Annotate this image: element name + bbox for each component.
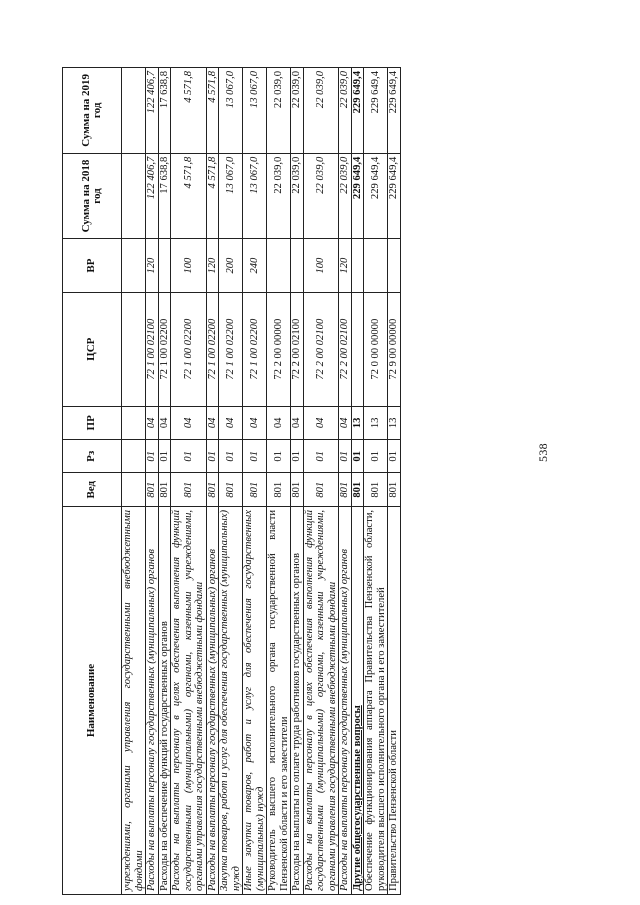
- cell-vr: [388, 239, 401, 293]
- cell-csr: 72 2 00 00000: [267, 292, 291, 406]
- header-pr: ПР: [63, 406, 122, 439]
- cell-sum-2018: [122, 153, 146, 239]
- table-row: [158, 68, 171, 895]
- cell-rz: 01: [339, 440, 352, 473]
- cell-vr: 120: [206, 239, 219, 293]
- cell-vr: [267, 239, 291, 293]
- page-number: 538: [536, 443, 550, 462]
- cell-sum-2019: 22 039,0: [291, 68, 304, 154]
- cell-pr: 04: [303, 406, 339, 439]
- cell-sum-2019: 22 039,0: [267, 68, 291, 154]
- cell-sum-2018: 229 649,4: [351, 153, 364, 239]
- cell-ved: 801: [351, 473, 364, 506]
- cell-pr: 04: [339, 406, 352, 439]
- cell-csr: 72 1 00 02200: [219, 292, 243, 406]
- cell-vr: 100: [171, 239, 207, 293]
- cell-name: Расходы на выплаты персоналу в целях обеспечения выполнения функций государственными (муниципальными) органами, казенными учреждениями, органами управления государственными внебюджетными фондами: [171, 506, 207, 894]
- header-ved: Вед: [63, 473, 122, 506]
- cell-sum-2018: 13 067,0: [243, 153, 267, 239]
- cell-sum-2018: 4 571,8: [206, 153, 219, 239]
- cell-rz: 01: [171, 440, 207, 473]
- cell-pr: 04: [219, 406, 243, 439]
- cell-sum-2018: 22 039,0: [339, 153, 352, 239]
- header-csr: ЦСР: [63, 292, 122, 406]
- cell-vr: [364, 239, 388, 293]
- cell-pr: 04: [158, 406, 171, 439]
- table-body: [122, 68, 401, 895]
- header-sum-2018: Сумма на 2018 год: [63, 153, 122, 239]
- cell-csr: [351, 292, 364, 406]
- cell-sum-2019: 22 039,0: [303, 68, 339, 154]
- cell-csr: 72 2 00 02100: [303, 292, 339, 406]
- cell-csr: 72 1 00 02200: [243, 292, 267, 406]
- cell-csr: 72 0 00 00000: [364, 292, 388, 406]
- table-row: [339, 68, 352, 895]
- table-row: [291, 68, 304, 895]
- cell-pr: [122, 406, 146, 439]
- cell-csr: 72 1 00 02200: [158, 292, 171, 406]
- cell-ved: 801: [206, 473, 219, 506]
- cell-pr: 13: [388, 406, 401, 439]
- cell-vr: 200: [219, 239, 243, 293]
- table-row: [122, 68, 146, 895]
- cell-sum-2019: 229 649,4: [364, 68, 388, 154]
- cell-sum-2019: 4 571,8: [206, 68, 219, 154]
- cell-vr: 240: [243, 239, 267, 293]
- header-name: Наименование: [63, 506, 122, 894]
- table-row: [351, 68, 364, 895]
- table-row: [267, 68, 291, 895]
- cell-rz: 01: [158, 440, 171, 473]
- cell-sum-2019: 229 649,4: [351, 68, 364, 154]
- table-row: [364, 68, 388, 895]
- cell-sum-2019: 17 638,8: [158, 68, 171, 154]
- cell-vr: [351, 239, 364, 293]
- cell-csr: 72 1 00 02200: [171, 292, 207, 406]
- cell-vr: 120: [339, 239, 352, 293]
- cell-sum-2019: 13 067,0: [243, 68, 267, 154]
- budget-table: [62, 67, 401, 895]
- cell-sum-2018: 4 571,8: [171, 153, 207, 239]
- cell-vr: [158, 239, 171, 293]
- cell-rz: 01: [388, 440, 401, 473]
- cell-ved: 801: [303, 473, 339, 506]
- cell-name: Закупка товаров, работ и услуг для обеспечения государственных (муниципальных) нужд: [219, 506, 243, 894]
- cell-pr: 13: [351, 406, 364, 439]
- cell-rz: 01: [243, 440, 267, 473]
- cell-name: Расходы на обеспечение функций государственных органов: [158, 506, 171, 894]
- cell-csr: 72 1 00 02100: [146, 292, 159, 406]
- cell-ved: 801: [267, 473, 291, 506]
- cell-name: Руководитель высшего исполнительного органа государственной власти Пензенской области и его заместители: [267, 506, 291, 894]
- table-row: [388, 68, 401, 895]
- cell-ved: [122, 473, 146, 506]
- cell-pr: 04: [291, 406, 304, 439]
- cell-sum-2019: 229 649,4: [388, 68, 401, 154]
- cell-ved: 801: [291, 473, 304, 506]
- cell-vr: [122, 239, 146, 293]
- cell-name: Другие общегосударственные вопросы: [351, 506, 364, 894]
- cell-sum-2018: 13 067,0: [219, 153, 243, 239]
- table-row: [219, 68, 243, 895]
- cell-pr: 04: [171, 406, 207, 439]
- cell-sum-2018: 229 649,4: [364, 153, 388, 239]
- table-row: [146, 68, 159, 895]
- cell-sum-2018: 17 638,8: [158, 153, 171, 239]
- header-sum-2019: Сумма на 2019 год: [63, 68, 122, 154]
- cell-sum-2018: 22 039,0: [267, 153, 291, 239]
- cell-sum-2019: 13 067,0: [219, 68, 243, 154]
- cell-ved: 801: [364, 473, 388, 506]
- cell-name: Расходы на выплаты персоналу государственных (муниципальных) органов: [206, 506, 219, 894]
- cell-sum-2018: 22 039,0: [303, 153, 339, 239]
- cell-vr: 120: [146, 239, 159, 293]
- cell-csr: [122, 292, 146, 406]
- table-row: [243, 68, 267, 895]
- header-rz: Рз: [63, 440, 122, 473]
- cell-pr: 04: [146, 406, 159, 439]
- cell-ved: 801: [146, 473, 159, 506]
- cell-vr: [291, 239, 304, 293]
- cell-pr: 13: [364, 406, 388, 439]
- cell-csr: 72 9 00 00000: [388, 292, 401, 406]
- cell-pr: 04: [243, 406, 267, 439]
- cell-name: Расходы на выплаты персоналу государственных (муниципальных) органов: [146, 506, 159, 894]
- table-row: [206, 68, 219, 895]
- cell-sum-2019: 4 571,8: [171, 68, 207, 154]
- cell-sum-2019: 122 406,7: [146, 68, 159, 154]
- cell-ved: 801: [243, 473, 267, 506]
- cell-rz: 01: [146, 440, 159, 473]
- cell-ved: 801: [219, 473, 243, 506]
- table-row: [303, 68, 339, 895]
- cell-ved: 801: [388, 473, 401, 506]
- cell-rz: 01: [291, 440, 304, 473]
- header-vr: ВР: [63, 239, 122, 293]
- cell-csr: 72 1 00 02200: [206, 292, 219, 406]
- cell-ved: 801: [339, 473, 352, 506]
- table-header-row: [63, 68, 122, 895]
- cell-rz: 01: [219, 440, 243, 473]
- cell-vr: 100: [303, 239, 339, 293]
- table-row: [171, 68, 207, 895]
- cell-name: Правительство Пензенской области: [388, 506, 401, 894]
- cell-name: Обеспечение функционирования аппарата Правительства Пензенской области, руководителя высшего исполнительного органа и его заместителей: [364, 506, 388, 894]
- cell-rz: 01: [303, 440, 339, 473]
- cell-sum-2018: 22 039,0: [291, 153, 304, 239]
- cell-name: Расходы на выплаты по оплате труда работников государственных органов: [291, 506, 304, 894]
- cell-pr: 04: [206, 406, 219, 439]
- cell-name: Иные закупки товаров, работ и услуг для обеспечения государственных (муниципальных) нужд: [243, 506, 267, 894]
- cell-sum-2019: [122, 68, 146, 154]
- cell-name: Расходы на выплаты персоналу государственных (муниципальных) органов: [339, 506, 352, 894]
- cell-pr: 04: [267, 406, 291, 439]
- cell-sum-2018: 229 649,4: [388, 153, 401, 239]
- cell-rz: 01: [267, 440, 291, 473]
- cell-sum-2018: 122 406,7: [146, 153, 159, 239]
- cell-name: учреждениями, органами управления государственными внебюджетными фондами: [122, 506, 146, 894]
- cell-name: Расходы на выплаты персоналу в целях обеспечения выполнения функций государственными (муниципальными) органами, казенными учреждениями, органами управления государственными внебюджетными фондами: [303, 506, 339, 894]
- cell-rz: 01: [206, 440, 219, 473]
- cell-csr: 72 2 00 02100: [291, 292, 304, 406]
- cell-rz: 01: [351, 440, 364, 473]
- cell-ved: 801: [158, 473, 171, 506]
- cell-rz: [122, 440, 146, 473]
- cell-sum-2019: 22 039,0: [339, 68, 352, 154]
- cell-rz: 01: [364, 440, 388, 473]
- cell-ved: 801: [171, 473, 207, 506]
- cell-csr: 72 2 00 02100: [339, 292, 352, 406]
